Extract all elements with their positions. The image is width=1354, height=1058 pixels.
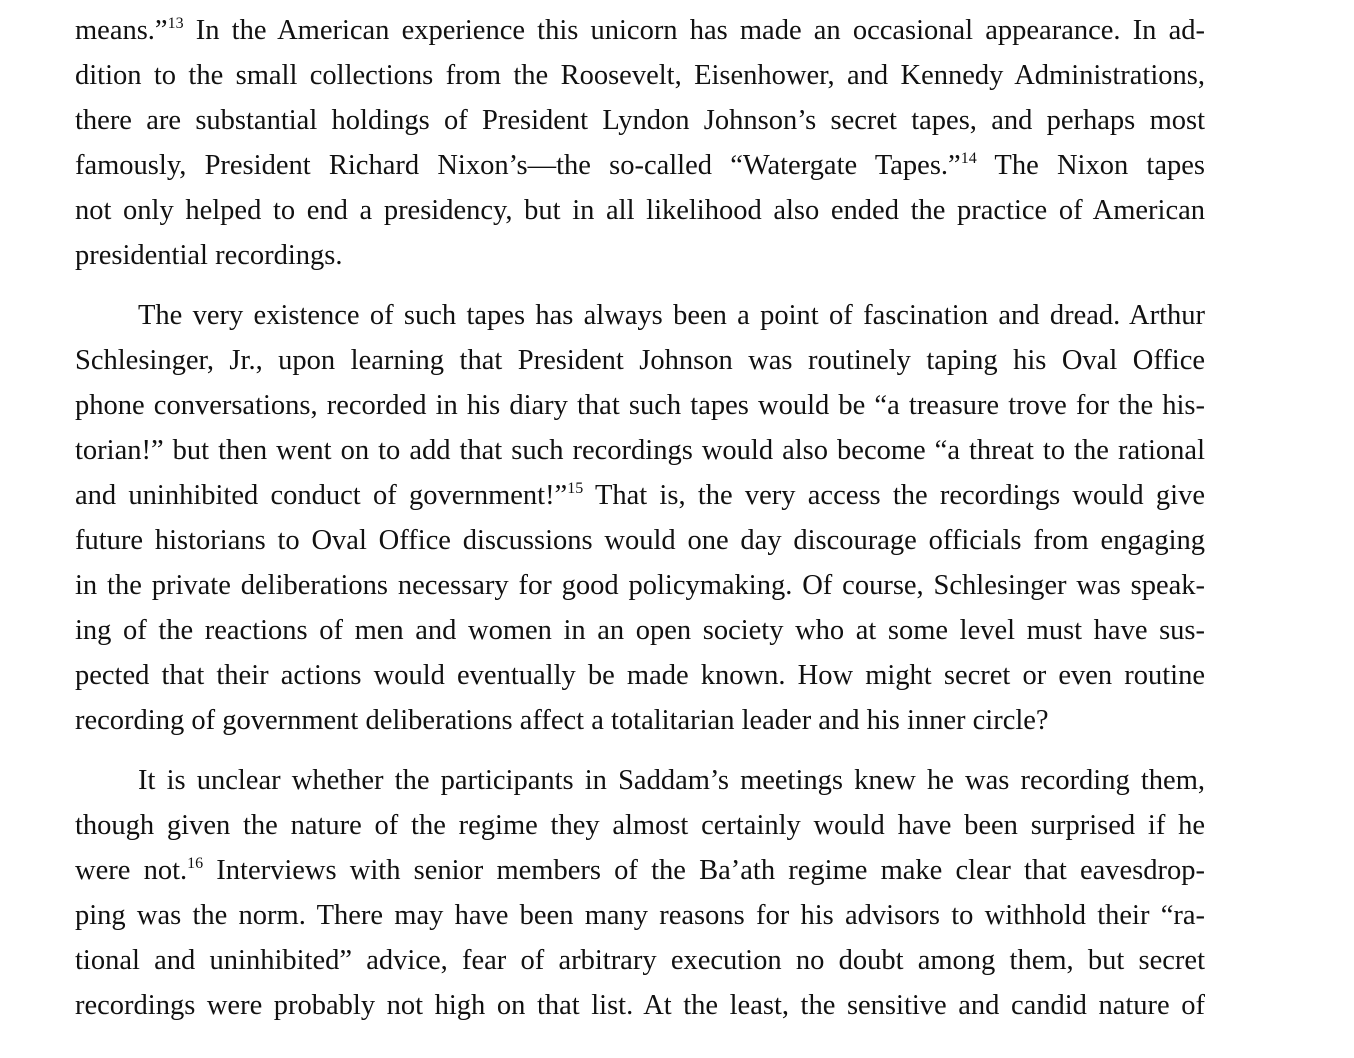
footnote-marker[interactable]: 16 — [187, 855, 204, 872]
text-line — [75, 143, 1205, 188]
text-run: The Nixon tapes — [976, 150, 1205, 181]
paragraph — [75, 293, 1205, 743]
text-run: Schlesinger, Jr., upon learning that President Johnson was routinely taping his Oval Office — [75, 345, 1205, 376]
text-run: though given the nature of the regime they almost certainly would have been surprised if he — [75, 810, 1205, 841]
footnote-marker[interactable]: 15 — [567, 480, 584, 497]
text-line — [75, 473, 1205, 518]
text-run: were not. — [75, 855, 188, 886]
text-run: torian!” but then went on to add that such recordings would also become “a threat to the rational — [75, 435, 1205, 466]
text-run: presidential recordings. — [75, 240, 343, 271]
text-line — [75, 608, 1205, 653]
text-run: in the private deliberations necessary for good policymaking. Of course, Schlesinger was speak- — [75, 570, 1205, 601]
text-run: recordings were probably not high on that list. At the least, the sensitive and candid nature of — [75, 990, 1205, 1021]
text-run: and uninhibited conduct of government!” — [75, 480, 568, 511]
text-run: pected that their actions would eventually be made known. How might secret or even routine — [75, 660, 1205, 691]
text-run: there are substantial holdings of President Lyndon Johnson’s secret tapes, and perhaps most — [75, 105, 1205, 136]
text-run: not only helped to end a presidency, but in all likelihood also ended the practice of American — [75, 195, 1205, 226]
text-line — [75, 293, 1205, 338]
text-run: It is unclear whether the participants in Saddam’s meetings knew he was recording them, — [138, 765, 1205, 796]
text-line — [75, 383, 1205, 428]
text-line — [75, 53, 1205, 98]
document-page — [75, 8, 1205, 1028]
text-run: Interviews with senior members of the Ba’ath regime make clear that eavesdrop- — [203, 855, 1205, 886]
text-line — [75, 233, 1205, 278]
text-run: means.” — [75, 15, 168, 46]
text-run: recording of government deliberations affect a totalitarian leader and his inner circle? — [75, 705, 1049, 736]
text-run: The very existence of such tapes has always been a point of fascination and dread. Arthur — [138, 300, 1205, 331]
text-run: In the American experience this unicorn has made an occasional appearance. In ad- — [183, 15, 1205, 46]
text-line — [75, 653, 1205, 698]
text-run: tional and uninhibited” advice, fear of arbitrary execution no doubt among them, but secret — [75, 945, 1205, 976]
text-line — [75, 518, 1205, 563]
text-run: dition to the small collections from the Roosevelt, Eisenhower, and Kennedy Administrations, — [75, 60, 1205, 91]
text-line — [75, 698, 1205, 743]
text-line — [75, 803, 1205, 848]
text-line — [75, 98, 1205, 143]
paragraph-gap — [75, 278, 1205, 293]
text-run: That is, the very access the recordings would give — [583, 480, 1206, 511]
text-line — [75, 983, 1205, 1028]
text-run: famously, President Richard Nixon’s—the so-called “Watergate Tapes.” — [75, 150, 961, 181]
text-line — [75, 338, 1205, 383]
footnote-marker[interactable]: 14 — [960, 150, 977, 167]
text-line — [75, 938, 1205, 983]
text-line — [75, 428, 1205, 473]
footnote-marker[interactable]: 13 — [167, 15, 184, 32]
text-line — [75, 188, 1205, 233]
text-run: ing of the reactions of men and women in an open society who at some level must have sus- — [75, 615, 1205, 646]
text-line — [75, 893, 1205, 938]
text-run: phone conversations, recorded in his diary that such tapes would be “a treasure trove for the his- — [75, 390, 1205, 421]
text-run: future historians to Oval Office discussions would one day discourage officials from engaging — [75, 525, 1205, 556]
text-line — [75, 563, 1205, 608]
paragraph-gap — [75, 743, 1205, 758]
paragraph — [75, 758, 1205, 1028]
text-line — [75, 758, 1205, 803]
paragraph — [75, 8, 1205, 278]
text-run: ping was the norm. There may have been many reasons for his advisors to withhold their “ra- — [75, 900, 1205, 931]
text-line — [75, 848, 1205, 893]
text-line — [75, 8, 1205, 53]
